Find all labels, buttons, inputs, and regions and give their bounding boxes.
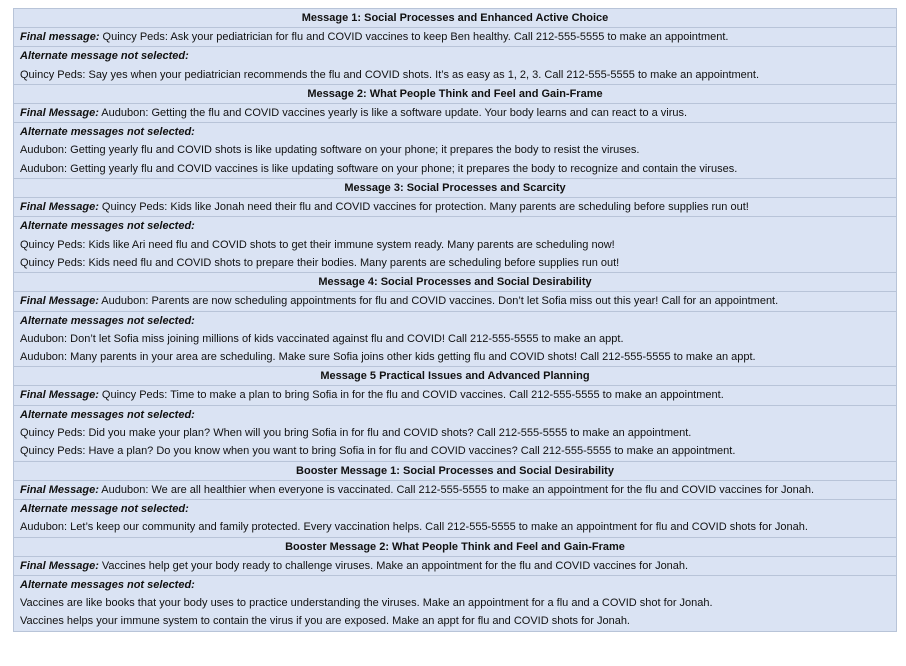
final-message-text: Quincy Peds: Ask your pediatrician for flu and COVID vaccines to keep Ben healthy. Call 212-555-5555 to make an appointment. (99, 31, 729, 43)
alternate-message: Audubon: Getting yearly flu and COVID vaccines is like updating software on your phone; it prepares the body to recognize and contain the viruses. (20, 162, 738, 175)
message-table (13, 8, 897, 632)
final-message-text: Quincy Peds: Time to make a plan to bring Sofia in for the flu and COVID vaccines. Call 212-555-5555 to make an appointment. (98, 389, 724, 402)
section-title: Message 5 Practical Issues and Advanced Planning (14, 367, 896, 386)
alternate-label: Alternate messages not selected: (20, 314, 195, 327)
alternate-label: Alternate message not selected: (20, 50, 189, 63)
final-message (14, 198, 896, 217)
final-message (14, 557, 896, 576)
alternate-label: Alternate messages not selected: (20, 220, 195, 233)
final-message-text: Audubon: We are all healthier when everyone is vaccinated. Call 212-555-5555 to make an appointment for the flu and COVID vaccines for Jonah. (98, 483, 815, 496)
section-title: Booster Message 2: What People Think and Feel and Gain-Frame (14, 538, 896, 557)
alternate-label: Alternate messages not selected: (20, 126, 195, 139)
alternate-label: Alternate message not selected: (20, 502, 189, 515)
final-message (14, 386, 896, 405)
final-message-label: Final Message: (20, 106, 99, 119)
final-message (14, 28, 896, 47)
section-title: Message 1: Social Processes and Enhanced Active Choice (14, 9, 896, 28)
final-message-text: Audubon: Getting the flu and COVID vaccines yearly is like a software update. Your body learns and can react to a virus. (98, 106, 688, 119)
alternate-message: Quincy Peds: Say yes when your pediatrician recommends the flu and COVID shots. It’s as easy as 1, 2, 3. Call 212-555-5555 to make an appointment. (20, 68, 760, 81)
final-message-label: Final Message: (20, 389, 99, 402)
final-message-label: Final Message: (20, 559, 99, 572)
final-message-label: Final Message: (20, 483, 99, 496)
section-message-1 (14, 9, 896, 84)
final-message-text: Vaccines help get your body ready to challenge viruses. Make an appointment for the flu and COVID vaccines for Jonah. (98, 559, 689, 572)
alternate-message: Audubon: Let’s keep our community and family protected. Every vaccination helps. Call 212-555-5555 to make an appointment for flu and COVID shots for Jonah. (20, 521, 808, 534)
alternate-message: Audubon: Getting yearly flu and COVID shots is like updating software on your phone; it prepares the body to resist the viruses. (20, 144, 640, 157)
final-message-text: Quincy Peds: Kids like Jonah need their flu and COVID vaccines for protection. Many parents are scheduling before supplies run out! (98, 201, 749, 214)
section-title: Booster Message 1: Social Processes and Social Desirability (14, 462, 896, 481)
alternate-message: Vaccines helps your immune system to contain the virus if you are exposed. Make an appt for flu and COVID shots for Jonah. (20, 615, 630, 628)
section-booster-1 (14, 461, 896, 537)
section-title: Message 2: What People Think and Feel and Gain-Frame (14, 85, 896, 104)
final-message-label: Final Message: (20, 295, 99, 308)
alternate-message: Quincy Peds: Kids like Ari need flu and COVID shots to get their immune system ready. Many parents are scheduling now! (20, 238, 615, 251)
alternate-message: Quincy Peds: Did you make your plan? When will you bring Sofia in for flu and COVID shots? Call 212-555-5555 to make an appointment. (20, 427, 692, 440)
final-message-text: Audubon: Parents are now scheduling appointments for flu and COVID vaccines. Don’t let Sofia miss out this year! Call for an appointment. (98, 295, 779, 308)
final-message (14, 481, 896, 500)
final-message-label: Final message: (20, 31, 100, 43)
section-booster-2 (14, 537, 896, 631)
section-message-3 (14, 178, 896, 272)
alternate-label: Alternate messages not selected: (20, 578, 195, 591)
final-message (14, 104, 896, 123)
alternate-message: Quincy Peds: Have a plan? Do you know when you want to bring Sofia in for flu and COVID vaccines? Call 212-555-5555 to make an appointment. (20, 445, 736, 458)
final-message (14, 292, 896, 311)
section-title: Message 4: Social Processes and Social Desirability (14, 273, 896, 292)
section-message-5 (14, 366, 896, 460)
alternate-message: Audubon: Many parents in your area are scheduling. Make sure Sofia joins other kids getting flu and COVID shots! Call 212-555-5555 to make an appt. (20, 351, 756, 364)
alternate-message: Audubon: Don’t let Sofia miss joining millions of kids vaccinated against flu and COVID! Call 212-555-5555 to make an appt. (20, 332, 624, 345)
section-message-4 (14, 272, 896, 366)
section-message-2 (14, 84, 896, 178)
alternate-message: Vaccines are like books that your body uses to practice understanding the viruses. Make an appointment for a flu and a COVID shot for Jonah. (20, 597, 713, 610)
final-message-label: Final Message: (20, 201, 99, 214)
section-title: Message 3: Social Processes and Scarcity (14, 179, 896, 198)
alternate-label: Alternate messages not selected: (20, 408, 195, 421)
alternate-message: Quincy Peds: Kids need flu and COVID shots to prepare their bodies. Many parents are scheduling before supplies run out! (20, 256, 620, 269)
